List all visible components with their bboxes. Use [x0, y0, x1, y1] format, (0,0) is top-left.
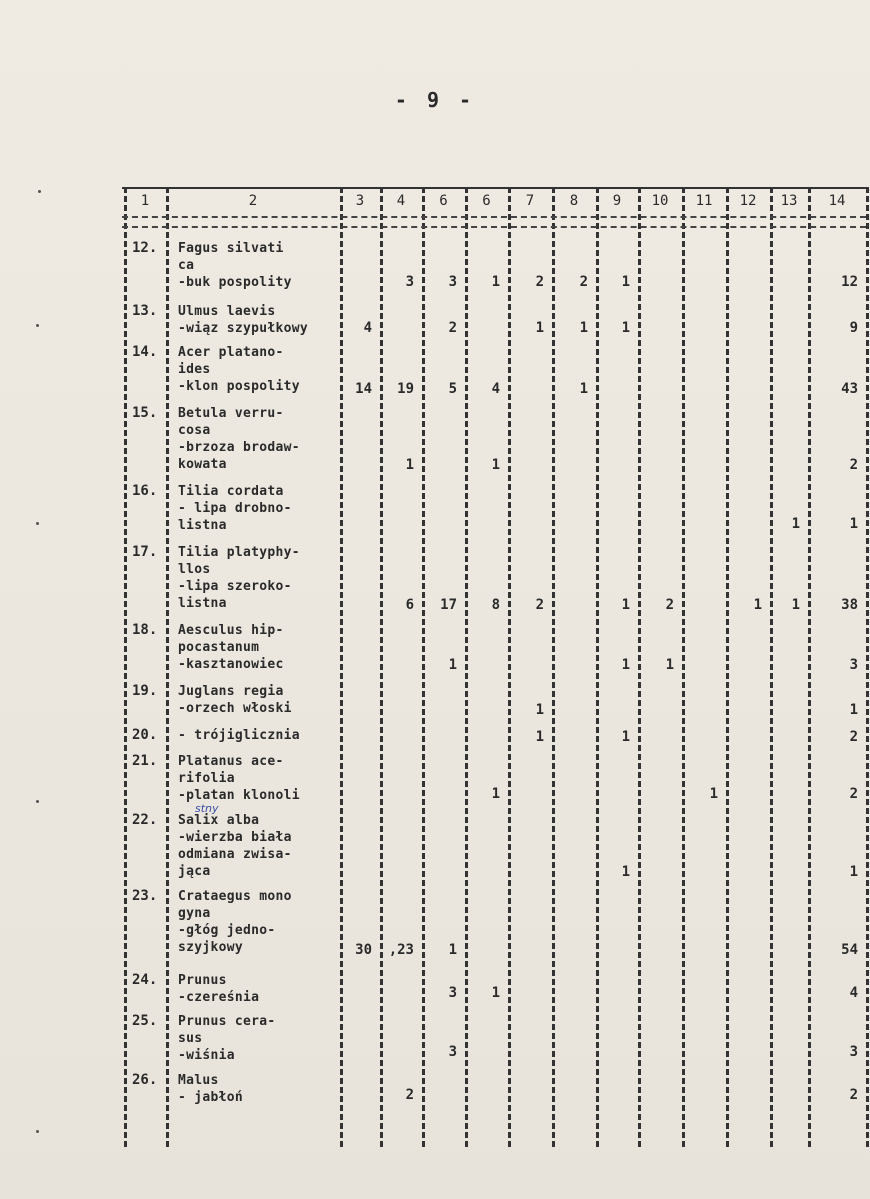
count-cell: 54	[841, 942, 858, 958]
column-header: 13	[780, 193, 798, 209]
count-cell: 38	[841, 597, 858, 613]
count-cell: 1	[535, 320, 544, 336]
count-cell: 2	[535, 274, 544, 290]
row-number: 19.	[132, 683, 158, 699]
count-cell: 9	[849, 320, 858, 336]
count-cell: 1	[621, 320, 630, 336]
count-cell: 14	[355, 381, 372, 397]
row-number: 25.	[132, 1013, 158, 1029]
margin-mark	[36, 1130, 39, 1133]
page-number: - 9 -	[394, 88, 476, 112]
column-header: 14	[828, 193, 846, 209]
count-cell: 1	[849, 702, 858, 718]
column-header: 7	[525, 193, 535, 209]
count-cell: 2	[665, 597, 674, 613]
row-number: 26.	[132, 1072, 158, 1088]
count-cell: 1	[448, 657, 457, 673]
count-cell: 1	[491, 786, 500, 802]
column-header: 10	[651, 193, 669, 209]
species-name: Ulmus laevis -wiąz szypułkowy	[178, 304, 309, 336]
count-cell: 1	[791, 516, 800, 532]
count-cell: 3	[448, 274, 457, 290]
row-number: 21.	[132, 753, 158, 769]
column-header: 3	[355, 193, 365, 209]
row-number: 23.	[132, 888, 158, 904]
species-name: Malus - jabłoń	[178, 1073, 244, 1105]
column-divider	[124, 187, 127, 1147]
header-rule	[122, 226, 866, 228]
row-number: 14.	[132, 344, 158, 360]
handwritten-correction: stny	[195, 802, 219, 815]
count-cell: 2	[849, 457, 858, 473]
species-name: - trójiglicznia	[178, 728, 300, 743]
count-cell: 12	[841, 274, 858, 290]
species-name: Juglans regia -orzech włoski	[178, 684, 292, 716]
count-cell: 1	[535, 702, 544, 718]
count-cell: 30	[355, 942, 372, 958]
count-cell: 3	[448, 985, 457, 1001]
count-cell: 1	[448, 942, 457, 958]
column-divider	[682, 187, 685, 1147]
column-divider	[770, 187, 773, 1147]
margin-mark	[36, 800, 39, 803]
count-cell: 1	[621, 729, 630, 745]
column-divider	[166, 187, 169, 1147]
count-cell: 1	[535, 729, 544, 745]
count-cell: 5	[448, 381, 457, 397]
column-header: 1	[140, 193, 150, 209]
count-cell: 2	[849, 1087, 858, 1103]
column-header: 6	[482, 193, 491, 209]
count-cell: 43	[841, 381, 858, 397]
species-name: Salix alba -wierzba biała odmiana zwisa- jąca	[178, 813, 292, 879]
count-cell: 1	[849, 864, 858, 880]
count-cell: 1	[491, 457, 500, 473]
count-cell: 2	[849, 786, 858, 802]
species-name: Platanus ace- rifolia -platan klonoli	[178, 754, 300, 803]
column-divider	[866, 187, 869, 1147]
species-name: Prunus cera- sus -wiśnia	[178, 1014, 276, 1063]
count-cell: 3	[405, 274, 414, 290]
count-cell: 1	[579, 381, 588, 397]
row-number: 18.	[132, 622, 158, 638]
column-divider	[380, 187, 383, 1147]
row-number: 22.	[132, 812, 158, 828]
column-header: 8	[569, 193, 579, 209]
column-header: 4	[396, 193, 406, 209]
column-divider	[726, 187, 729, 1147]
count-cell: 1	[579, 320, 588, 336]
row-number: 17.	[132, 544, 158, 560]
count-cell: 2	[579, 274, 588, 290]
species-name: Betula verru- cosa -brzoza brodaw- kowata	[178, 406, 300, 472]
count-cell: 1	[491, 985, 500, 1001]
species-name: Tilia cordata - lipa drobno- listna	[178, 484, 292, 533]
margin-mark	[36, 324, 39, 327]
count-cell: 3	[849, 1044, 858, 1060]
count-cell: 1	[791, 597, 800, 613]
count-cell: 8	[491, 597, 500, 613]
count-cell: 1	[405, 457, 414, 473]
row-number: 20.	[132, 727, 158, 743]
species-name: Acer platano- ides -klon pospolity	[178, 345, 300, 394]
count-cell: 1	[621, 657, 630, 673]
margin-mark	[36, 522, 39, 525]
species-name: Fagus silvati ca -buk pospolity	[178, 241, 292, 290]
count-cell: 4	[849, 985, 858, 1001]
column-header: 11	[695, 193, 713, 209]
count-cell: 4	[491, 381, 500, 397]
header-rule	[122, 216, 866, 218]
count-cell: ,23	[388, 942, 414, 958]
count-cell: 1	[621, 597, 630, 613]
row-number: 16.	[132, 483, 158, 499]
column-header: 12	[739, 193, 757, 209]
count-cell: 1	[665, 657, 674, 673]
row-number: 24.	[132, 972, 158, 988]
species-name: Crataegus mono gyna -głóg jedno- szyjkowy	[178, 889, 292, 955]
species-name: Aesculus hip- pocastanum -kasztanowiec	[178, 623, 284, 672]
count-cell: 2	[535, 597, 544, 613]
count-cell: 3	[448, 1044, 457, 1060]
row-number: 15.	[132, 405, 158, 421]
count-cell: 1	[491, 274, 500, 290]
count-cell: 2	[448, 320, 457, 336]
column-header: 9	[612, 193, 622, 209]
species-name: Prunus -czereśnia	[178, 973, 260, 1005]
row-number: 12.	[132, 240, 158, 256]
count-cell: 17	[440, 597, 457, 613]
column-header: 2	[248, 193, 258, 209]
species-name: Tilia platyphy- llos -lipa szeroko- listna	[178, 545, 300, 611]
count-cell: 1	[621, 864, 630, 880]
count-cell: 4	[363, 320, 372, 336]
count-cell: 2	[849, 729, 858, 745]
count-cell: 6	[405, 597, 414, 613]
count-cell: 1	[709, 786, 718, 802]
count-cell: 3	[849, 657, 858, 673]
margin-mark	[38, 190, 41, 193]
count-cell: 19	[397, 381, 414, 397]
column-header: 6	[439, 193, 448, 209]
count-cell: 1	[621, 274, 630, 290]
count-cell: 1	[753, 597, 762, 613]
count-cell: 1	[849, 516, 858, 532]
header-rule	[122, 187, 866, 189]
row-number: 13.	[132, 303, 158, 319]
count-cell: 2	[405, 1087, 414, 1103]
column-divider	[465, 187, 468, 1147]
